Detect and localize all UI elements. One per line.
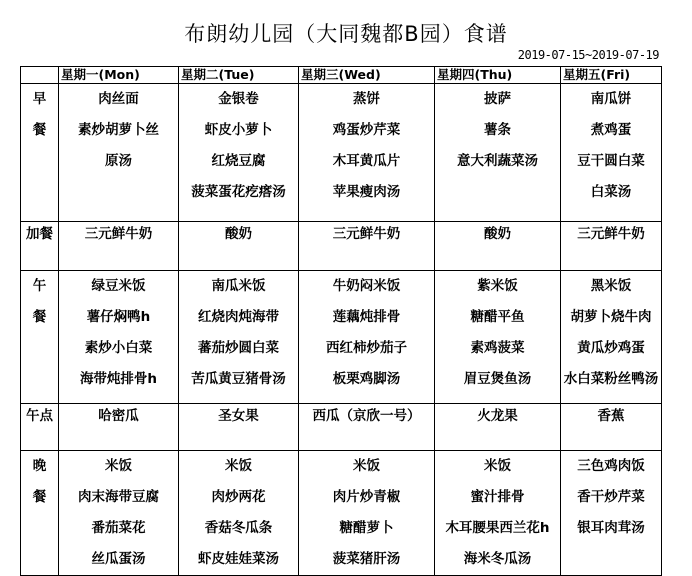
meal-label-lunch	[21, 271, 59, 404]
menu-cell	[435, 271, 561, 404]
menu-cell	[435, 451, 561, 576]
meal-label-text: 餐	[32, 122, 47, 138]
menu-cell	[561, 84, 662, 222]
dish: 南瓜饼	[590, 91, 632, 107]
dish: 豆干圆白菜	[577, 153, 645, 169]
day-header: 星期三(Wed)	[299, 67, 435, 84]
dish: 米饭	[353, 458, 380, 474]
dish: 意大利蔬菜汤	[457, 153, 538, 169]
menu-cell	[59, 84, 179, 222]
lunch-row	[21, 271, 662, 404]
dish: 三色鸡肉饭	[577, 458, 645, 474]
dish: 木耳腰果西兰花h	[445, 520, 550, 536]
meal-label-text: 餐	[32, 489, 47, 505]
menu-cell	[561, 271, 662, 404]
menu-cell: 三元鲜牛奶	[59, 222, 179, 271]
dish: 南瓜米饭	[211, 278, 266, 294]
dish: 糖醋平鱼	[470, 309, 525, 325]
meal-label-text: 晚	[32, 458, 47, 474]
menu-cell	[561, 451, 662, 576]
dish: 西红柿炒茄子	[326, 340, 407, 356]
dish: 煮鸡蛋	[590, 122, 632, 138]
dish: 肉末海带豆腐	[78, 489, 159, 505]
day-header: 星期二(Tue)	[179, 67, 299, 84]
dish: 金银卷	[218, 91, 259, 107]
menu-cell: 香蕉	[561, 404, 662, 451]
dish: 薯条	[484, 122, 511, 138]
menu-cell: 酸奶	[435, 222, 561, 271]
corner-cell	[21, 67, 59, 84]
dish: 素炒小白菜	[84, 340, 153, 356]
meal-label-text: 早	[32, 91, 47, 107]
menu-cell	[179, 271, 299, 404]
breakfast-row	[21, 84, 662, 222]
menu-cell: 酸奶	[179, 222, 299, 271]
menu-cell: 火龙果	[435, 404, 561, 451]
dish: 丝瓜蛋汤	[91, 551, 146, 567]
menu-cell: 西瓜（京欣一号）	[299, 404, 435, 451]
dish: 菠菜蛋花疙瘩汤	[191, 184, 286, 200]
page-title: 布朗幼儿园（大同魏都B园）食谱	[184, 22, 508, 46]
dish: 香菇冬瓜条	[204, 520, 273, 536]
dish: 牛奶闷米饭	[332, 278, 401, 294]
menu-cell	[179, 451, 299, 576]
dish: 黑米饭	[590, 278, 632, 294]
dish: 肉丝面	[98, 91, 139, 107]
day-header: 星期四(Thu)	[435, 67, 561, 84]
meal-label-tea: 午点	[21, 404, 59, 451]
dish: 海带炖排骨h	[79, 371, 158, 387]
menu-cell	[179, 84, 299, 222]
dinner-row	[21, 451, 662, 576]
dish: 木耳黄瓜片	[332, 153, 401, 169]
dish: 银耳肉茸汤	[577, 520, 645, 536]
dish: 蕃茄炒圆白菜	[198, 340, 279, 356]
dish: 红烧肉炖海带	[198, 309, 279, 325]
dish: 绿豆米饭	[91, 278, 146, 294]
dish: 番茄菜花	[91, 520, 146, 536]
dish: 红烧豆腐	[211, 153, 266, 169]
meal-label-dinner	[21, 451, 59, 576]
dish: 米饭	[225, 458, 252, 474]
dish: 薯仔焖鸭h	[86, 309, 151, 325]
menu-cell: 圣女果	[179, 404, 299, 451]
dish: 虾皮小萝卜	[204, 122, 273, 138]
menu-table	[20, 66, 662, 576]
meal-label-text: 餐	[32, 309, 47, 325]
menu-cell	[59, 271, 179, 404]
snack-row	[21, 222, 662, 271]
menu-cell	[299, 84, 435, 222]
dish: 肉片炒青椒	[332, 489, 401, 505]
dish: 黄瓜炒鸡蛋	[577, 340, 645, 356]
dish: 胡萝卜烧牛肉	[570, 309, 652, 325]
menu-cell: 哈密瓜	[59, 404, 179, 451]
dish: 鸡蛋炒芹菜	[332, 122, 401, 138]
tea-row	[21, 404, 662, 451]
dish: 糖醋萝卜	[339, 520, 394, 536]
day-header: 星期一(Mon)	[59, 67, 179, 84]
dish: 虾皮娃娃菜汤	[198, 551, 279, 567]
dish: 板栗鸡脚汤	[332, 371, 401, 387]
meal-label-text: 午	[32, 278, 47, 294]
dish: 米饭	[105, 458, 132, 474]
dish: 莲藕炖排骨	[332, 309, 401, 325]
dish: 米饭	[484, 458, 511, 474]
meal-label-breakfast	[21, 84, 59, 222]
header-row	[21, 67, 662, 84]
dish: 水白菜粉丝鸭汤	[563, 371, 659, 387]
dish: 蜜汁排骨	[470, 489, 525, 505]
dish: 素炒胡萝卜丝	[78, 122, 159, 138]
dish: 海米冬瓜汤	[463, 551, 532, 567]
dish: 苹果瘦肉汤	[332, 184, 401, 200]
dish: 披萨	[484, 91, 511, 107]
menu-cell: 三元鲜牛奶	[299, 222, 435, 271]
dish: 白菜汤	[590, 184, 632, 200]
menu-cell	[299, 271, 435, 404]
dish: 菠菜猪肝汤	[332, 551, 401, 567]
menu-cell	[59, 451, 179, 576]
dish: 原汤	[105, 153, 132, 169]
dish: 紫米饭	[477, 278, 518, 294]
menu-cell: 三元鲜牛奶	[561, 222, 662, 271]
dish: 肉炒两花	[211, 489, 266, 505]
dish: 蒸饼	[353, 91, 380, 107]
meal-label-snack: 加餐	[21, 222, 59, 271]
dish: 眉豆煲鱼汤	[463, 371, 532, 387]
menu-cell	[435, 84, 561, 222]
day-header: 星期五(Fri)	[561, 67, 662, 84]
dish: 素鸡菠菜	[470, 340, 525, 356]
menu-cell	[299, 451, 435, 576]
dish: 苦瓜黄豆猪骨汤	[191, 371, 286, 387]
dish: 香干炒芹菜	[577, 489, 645, 505]
date-range: 2019-07-15~2019-07-19	[517, 48, 659, 62]
